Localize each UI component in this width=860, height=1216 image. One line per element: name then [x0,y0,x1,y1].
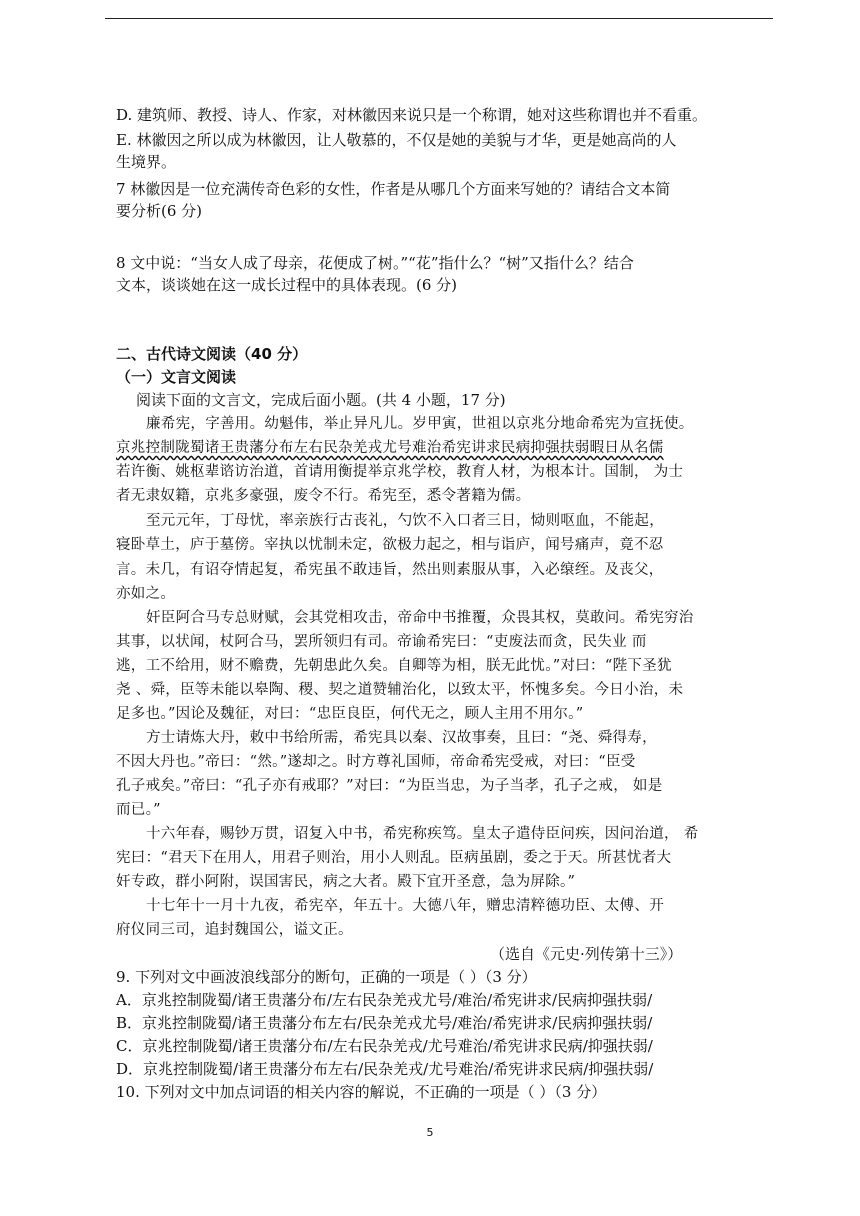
passage-line: 若许衡、姚枢辈谘访治道，首请用衡提举京兆学校，教育人材，为根本计。国制， 为士 [116,464,684,480]
question-9-stem: 9. 下列对文中画波浪线部分的断句，正确的一项是（ ）（3 分） [116,968,537,986]
section-intro: 阅读下面的文言文，完成后面小题。(共 4 小题，17 分) [136,391,506,409]
passage-line: 奸臣阿合马专总财赋，会其党相攻击，帝命中书推覆，众畏其权，莫敢问。希宪穷治 [146,610,694,626]
passage-line: 逃，工不给用，财不赡费，先朝患此久矣。自卿等为相，朕无此忧。”对曰：“陛下圣犹 [116,658,672,674]
question-8-line1: 8 文中说：“当女人成了母亲，花便成了树。”“花”指什么？“树”又指什么？结合 [116,254,634,272]
passage-line: 宪曰：“君天下在用人，用君子则治，用小人则乱。臣病虽剧，委之于天。所甚忧者大 [116,850,672,866]
question-9-option-c: C．京兆控制陇蜀/诸王贵藩分布/左右民杂羌戎/尤号难治/希宪讲求民病/抑强扶弱/ [116,1037,653,1055]
passage-line: 尧 、舜，臣等未能以皋陶、稷、契之道赞辅治化，以致太平，怀愧多矣。今日小治，未 [116,682,684,698]
passage-line: 廉希宪，字善用。幼魁伟，举止异凡儿。岁甲寅，世祖以京兆分地命希宪为宣抚使。 [146,416,694,432]
question-9-option-a: A．京兆控制陇蜀/诸王贵藩分布/左右民杂羌戎尤号/难治/希宪讲求/民病抑强扶弱/ [116,991,653,1009]
passage-line: 言。未几，有诏夺情起复，希宪虽不敢违旨，然出则素服从事，入必缞绖。及丧父， [116,562,664,578]
passage-line: 十七年十一月十九夜，希宪卒，年五十。大德八年，赠忠清粹德功臣、太傅、开 [146,898,664,914]
passage-line: 孔子戒矣。”帝曰：“孔子亦有戒耶？”对曰：“为臣当忠，为子当孝，孔子之戒， 如是 [116,778,663,794]
question-7-line2: 要分析(6 分) [116,202,203,220]
option-e-line1: E. 林徽因之所以成为林徽因，让人敬慕的，不仅是她的美貌与才华，更是她高尚的人 [116,131,677,149]
passage-source: （选自《元史·列传第十三》） [490,945,683,963]
option-e-line2: 生境界。 [116,153,177,171]
question-7-line1: 7 林徽因是一位充满传奇色彩的女性，作者是从哪几个方面来写她的？请结合文本简 [116,180,671,198]
passage-line: 寝卧草土，庐于墓傍。宰执以忧制未定，欲极力起之，相与诣庐，闻号痛声，竟不忍 [116,537,664,553]
passage-line: 亦如之。 [116,586,176,602]
passage-line-wavy: 京兆控制陇蜀诸王贵藩分布左右民杂羌戎尤号难治希宪讲求民病抑强扶弱暇日从名儒 [116,440,664,456]
question-8-line2: 文本，谈谈她在这一成长过程中的具体表现。(6 分) [116,276,458,294]
passage-line: 其事，以状闻，杖阿合马，罢所领归有司。帝谕希宪曰：“吏废法而贪，民失业 而 [116,634,647,650]
passage-line: 府仪同三司，追封魏国公，谥文正。 [116,922,353,938]
passage-line: 不因大丹也。”帝曰：“然。”遂却之。时方尊礼国师，帝命希宪受戒，对曰：“臣受 [116,754,636,770]
passage-line: 至元元年，丁母忧，率亲族行古丧礼，勺饮不入口者三日，恸则呕血，不能起， [146,513,664,529]
question-9-option-b: B．京兆控制陇蜀/诸王贵藩分布左右/民杂羌戎尤号/难治/希宪讲求/民病抑强扶弱/ [116,1014,653,1032]
section-title: 二、古代诗文阅读（40 分） [116,345,308,363]
passage-line: 足多也。”因论及魏征，对曰：“忠臣良臣，何代无之，顾人主用不用尔。” [116,706,584,722]
option-d: D. 建筑师、教授、诗人、作家，对林徽因来说只是一个称谓，她对这些称谓也并不看重。 [116,106,708,124]
passage-line: 方士请炼大丹，敕中书给所需，希宪具以秦、汉故事奏，且曰：“尧、舜得寿， [146,730,657,746]
passage-line: 奸专政，群小阿附，误国害民，病之大者。殿下宜开圣意，急为屏除。” [116,874,576,890]
question-10-stem: 10. 下列对文中加点词语的相关内容的解说，不正确的一项是（ ）（3 分） [116,1083,607,1101]
passage-line: 十六年春，赐钞万贯，诏复入中书，希宪称疾笃。皇太子遣侍臣问疾，因问治道， 希 [146,826,699,842]
passage-line: 而已。” [116,802,161,818]
page-number: 5 [426,1126,434,1139]
header-rule [105,18,773,19]
section-subtitle: （一）文言文阅读 [116,368,237,386]
passage-line: 者无隶奴籍，京兆多豪强，废令不行。希宪至，悉令著籍为儒。 [116,488,531,504]
question-9-option-d: D．京兆控制陇蜀/诸王贵藩分布左右/民杂羌戎/尤号难治/希宪讲求民病/抑强扶弱/ [116,1060,654,1078]
